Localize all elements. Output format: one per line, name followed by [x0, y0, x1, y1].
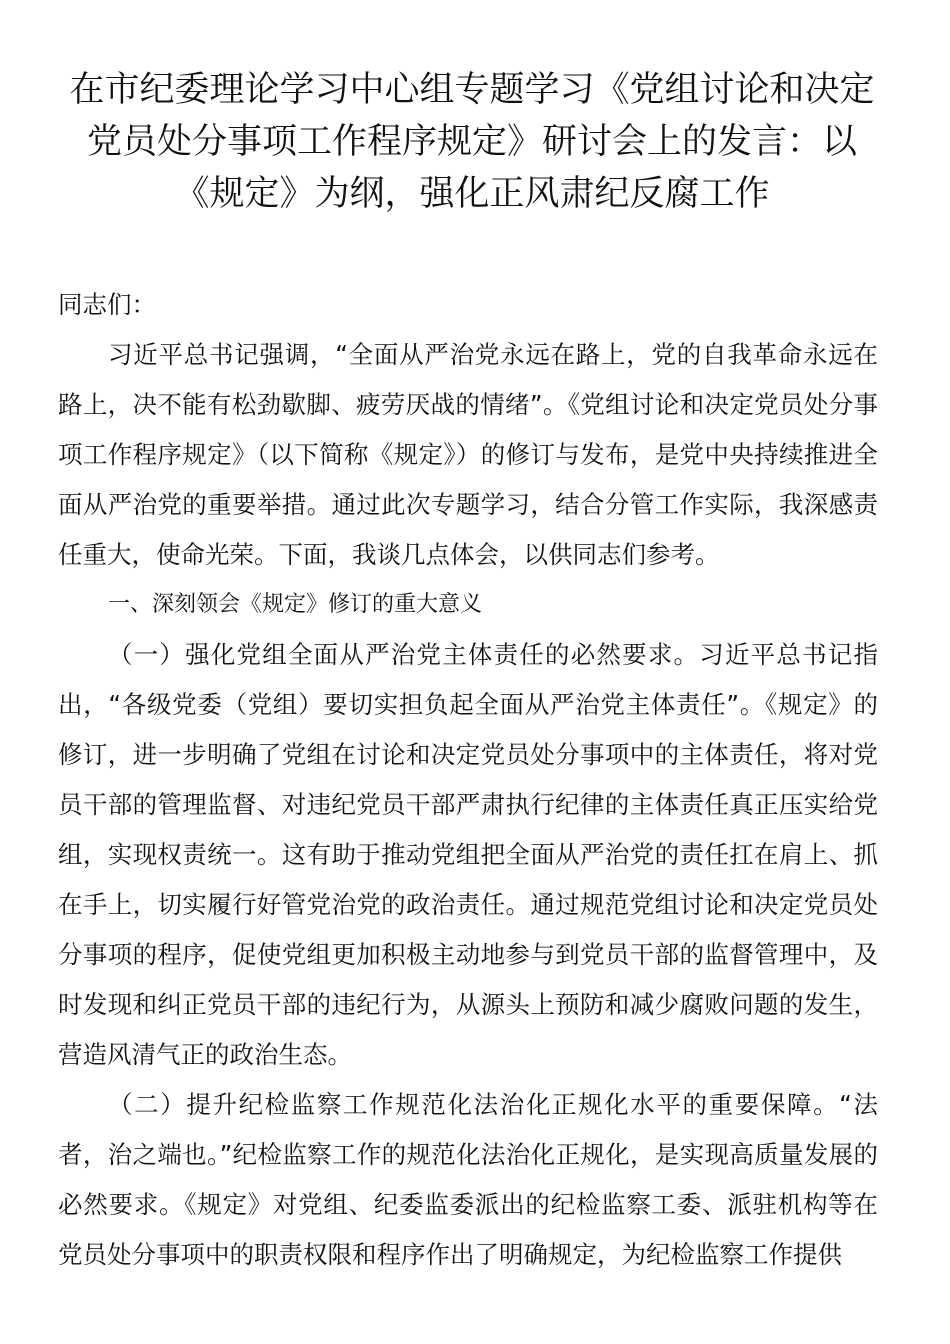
paragraph-subsection-2: （二）提升纪检监察工作规范化法治化正规化水平的重要保障。“法者，治之端也。”纪检监察工作的规范化法治化正规化，是实现高质量发展的必然要求。《规定》对党组、纪委监委派出的纪检监察工委、派驻机构等在党员处分事项中的职责权限和程序作出了明确规定，为纪检监察工作提供	[58, 1090, 878, 1269]
paragraph-intro: 习近平总书记强调，“全面从严治党永远在路上，党的自我革命永远在路上，决不能有松劲歇脚、疲劳厌战的情绪”。《党组讨论和决定党员处分事项工作程序规定》（以下简称《规定》）的修订与发布，是党中央持续推进全面从严治党的重要举措。通过此次专题学习，结合分管工作实际，我深感责任重大，使命光荣。下面，我谈几点体会，以供同志们参考。	[58, 340, 878, 569]
document-title: 在市纪委理论学习中心组专题学习《党组讨论和决定党员处分事项工作程序规定》研讨会上的发言：以《规定》为纲，强化正风肃纪反腐工作	[69, 70, 875, 214]
section-heading-1: 一、深刻领会《规定》修订的重大意义	[108, 592, 483, 617]
salutation: 同志们：	[58, 290, 156, 319]
paragraph-subsection-1: （一）强化党组全面从严治党主体责任的必然要求。习近平总书记指出，“各级党委（党组）要切实担负起全面从严治党主体责任”。《规定》的修订，进一步明确了党组在讨论和决定党员处分事项中的主体责任，将对党员干部的管理监督、对违纪党员干部严肃执行纪律的主体责任真正压实给党组，实现权责统一。这有助于推动党组把全面从严治党的责任扛在肩上、抓在手上，切实履行好管党治党的政治责任。通过规范党组讨论和决定党员处分事项的程序，促使党组更加积极主动地参与到党员干部的监督管理中，及时发现和纠正党员干部的违纪行为，从源头上预防和减少腐败问题的发生，营造风清气正的政治生态。	[58, 640, 878, 1069]
document-body	[58, 280, 878, 1280]
